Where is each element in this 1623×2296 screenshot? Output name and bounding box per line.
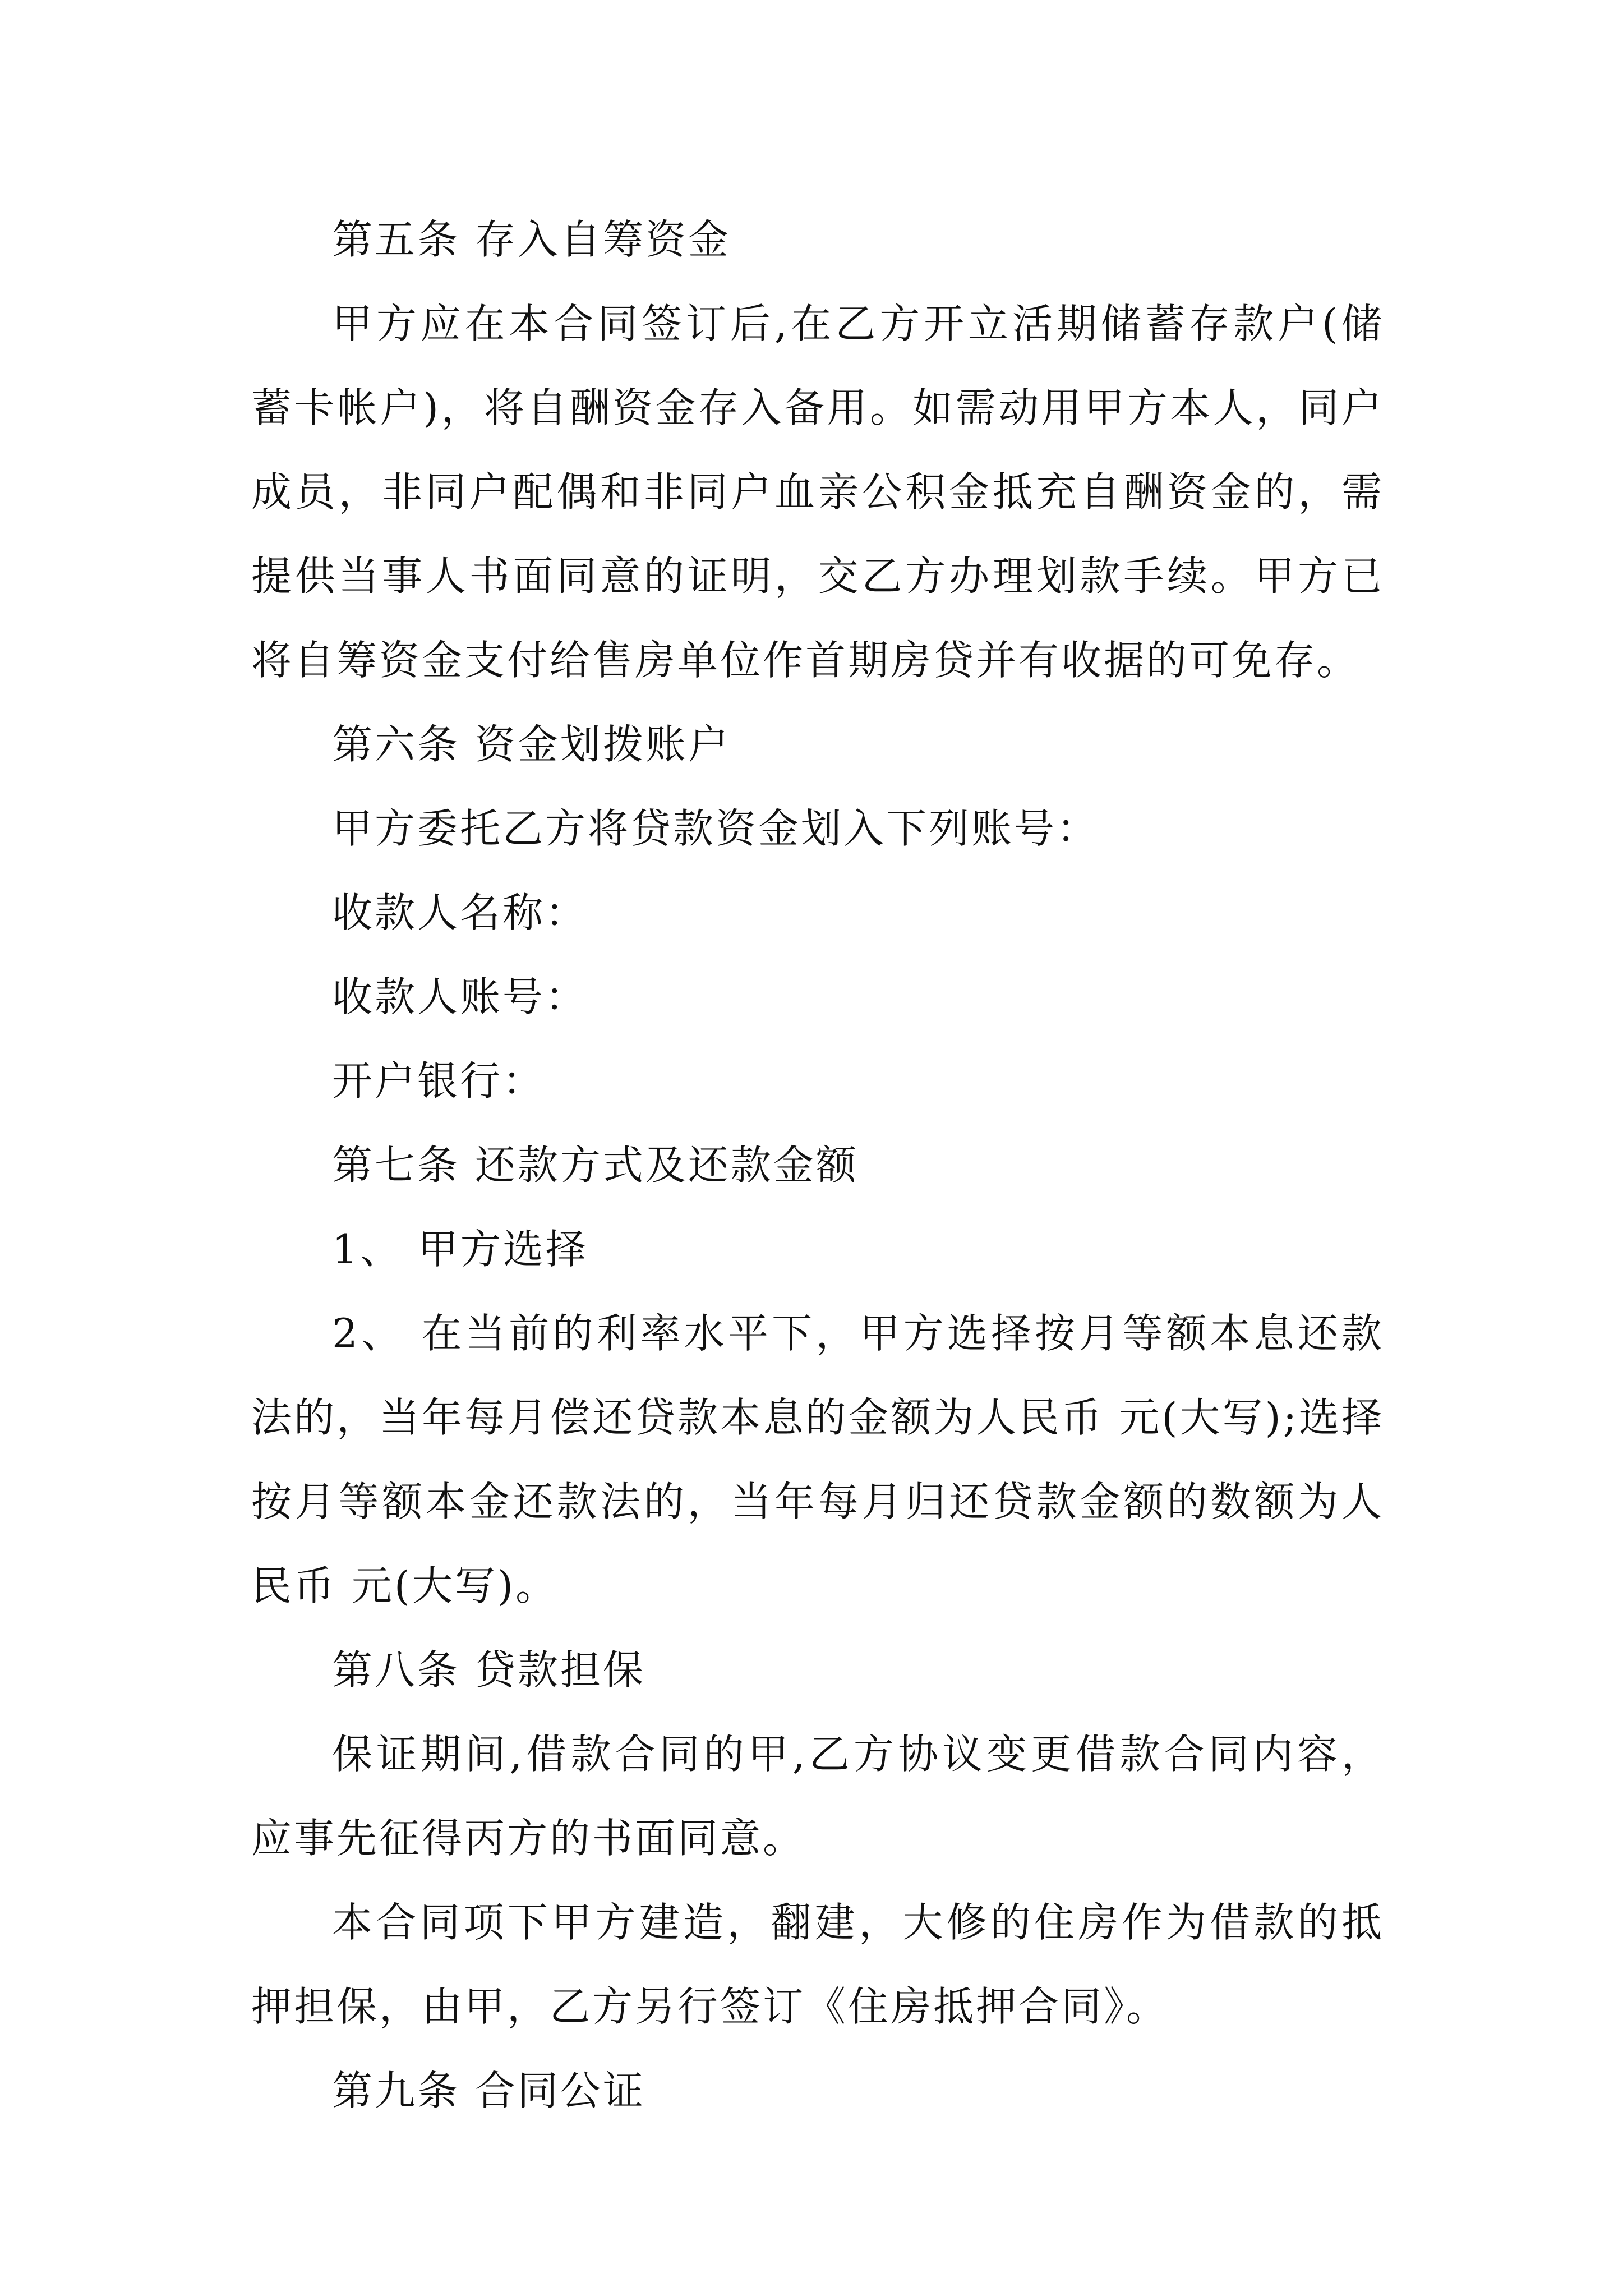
article-8-text-1: 保证期间,借款合同的甲,乙方协议变更借款合同内容，应事先征得丙方的书面同意。 <box>251 1731 1384 1862</box>
article-7-item-2: 2、 在当前的利率水平下，甲方选择按月等额本息还款法的，当年每月偿还贷款本息的金额为人民币 元(大写);选择按月等额本金还款法的，当年每月归还贷款金额的数额为人民币 元(大写)。 <box>251 1310 1384 1609</box>
bank-line: 开户银行： <box>332 1057 546 1105</box>
payee-name-line: 收款人名称： <box>332 889 588 936</box>
article-7-item-1: 1、 甲方选择 <box>332 1226 588 1273</box>
article-8-heading: 第八条 贷款担保 <box>332 1646 645 1694</box>
document-body <box>251 197 1384 2133</box>
article-9-heading: 第九条 合同公证 <box>332 2067 645 2114</box>
article-5-text: 甲方应在本合同签订后,在乙方开立活期储蓄存款户(储蓄卡帐户)，将自酬资金存入备用。如需动用甲方本人，同户成员，非同户配偶和非同户血亲公积金抵充自酬资金的，需提供当事人书面同意的证明，交乙方办理划款手续。甲方已将自筹资金支付给售房单位作首期房贷并有收据的可免存。 <box>251 300 1384 684</box>
article-6-heading: 第六条 资金划拨账户 <box>332 721 731 768</box>
article-5-heading: 第五条 存入自筹资金 <box>332 216 731 263</box>
payee-account-line: 收款人账号： <box>332 973 588 1020</box>
article-6-text: 甲方委托乙方将贷款资金划入下列账号： <box>332 805 1100 852</box>
article-7-heading: 第七条 还款方式及还款金额 <box>332 1142 859 1189</box>
article-8-text-2: 本合同项下甲方建造，翻建，大修的住房作为借款的抵押担保，由甲，乙方另行签订《住房抵押合同》。 <box>251 1899 1384 2030</box>
